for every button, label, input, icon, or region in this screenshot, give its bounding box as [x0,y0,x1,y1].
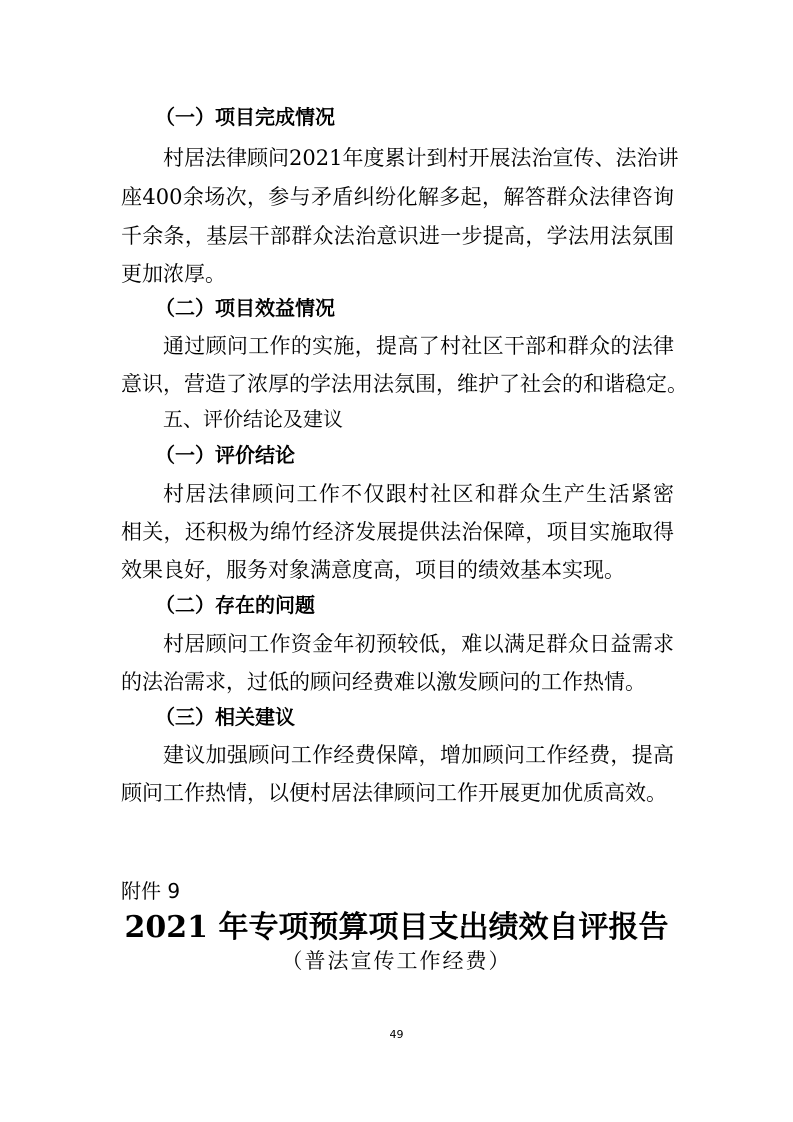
paragraph-line: 的法治需求，过低的顾问经费难以激发顾问的工作热情。 [121,670,646,694]
paragraph-line: 村居顾问工作资金年初预较低，难以满足群众日益需求 [163,632,674,656]
paragraph-line: 相关，还积极为绵竹经济发展提供法治保障，项目实施取得 [121,520,674,544]
annex-label: 附件 9 [121,879,181,903]
heading-related-suggestions: （三）相关建议 [155,705,295,729]
page-number: 49 [389,1028,404,1041]
report-subtitle: （普法宣传工作经费） [281,949,512,973]
paragraph-line: 更加浓厚。 [121,262,226,286]
paragraph-line: 意识，营造了浓厚的学法用法氛围，维护了社会的和谐稳定。 [121,372,688,396]
paragraph-line: 通过顾问工作的实施，提高了村社区干部和群众的法律 [163,334,674,358]
paragraph-line: 村居法律顾问2021年度累计到村开展法治宣传、法治讲 [163,146,679,170]
heading-existing-problems: （二）存在的问题 [155,593,315,617]
paragraph-line: 千余条，基层干部群众法治意识进一步提高，学法用法氛围 [121,224,674,248]
paragraph-line: 座400余场次，参与矛盾纠纷化解多起，解答群众法律咨询 [121,185,674,209]
paragraph-line: 顾问工作热情，以便村居法律顾问工作开展更加优质高效。 [121,781,667,805]
paragraph-line: 建议加强顾问工作经费保障，增加顾问工作经费，提高 [163,743,674,767]
heading-project-completion: （一）项目完成情况 [155,105,335,129]
paragraph-line: 村居法律顾问工作不仅跟村社区和群众生产生活紧密 [163,482,674,506]
heading-evaluation-conclusion: （一）评价结论 [155,443,295,467]
report-title: 2021 年专项预算项目支出绩效自评报告 [124,910,669,945]
section-heading-conclusion-and-suggestions: 五、评价结论及建议 [163,407,343,431]
heading-project-benefits: （二）项目效益情况 [155,296,335,320]
paragraph-line: 效果良好，服务对象满意度高，项目的绩效基本实现。 [121,558,625,582]
